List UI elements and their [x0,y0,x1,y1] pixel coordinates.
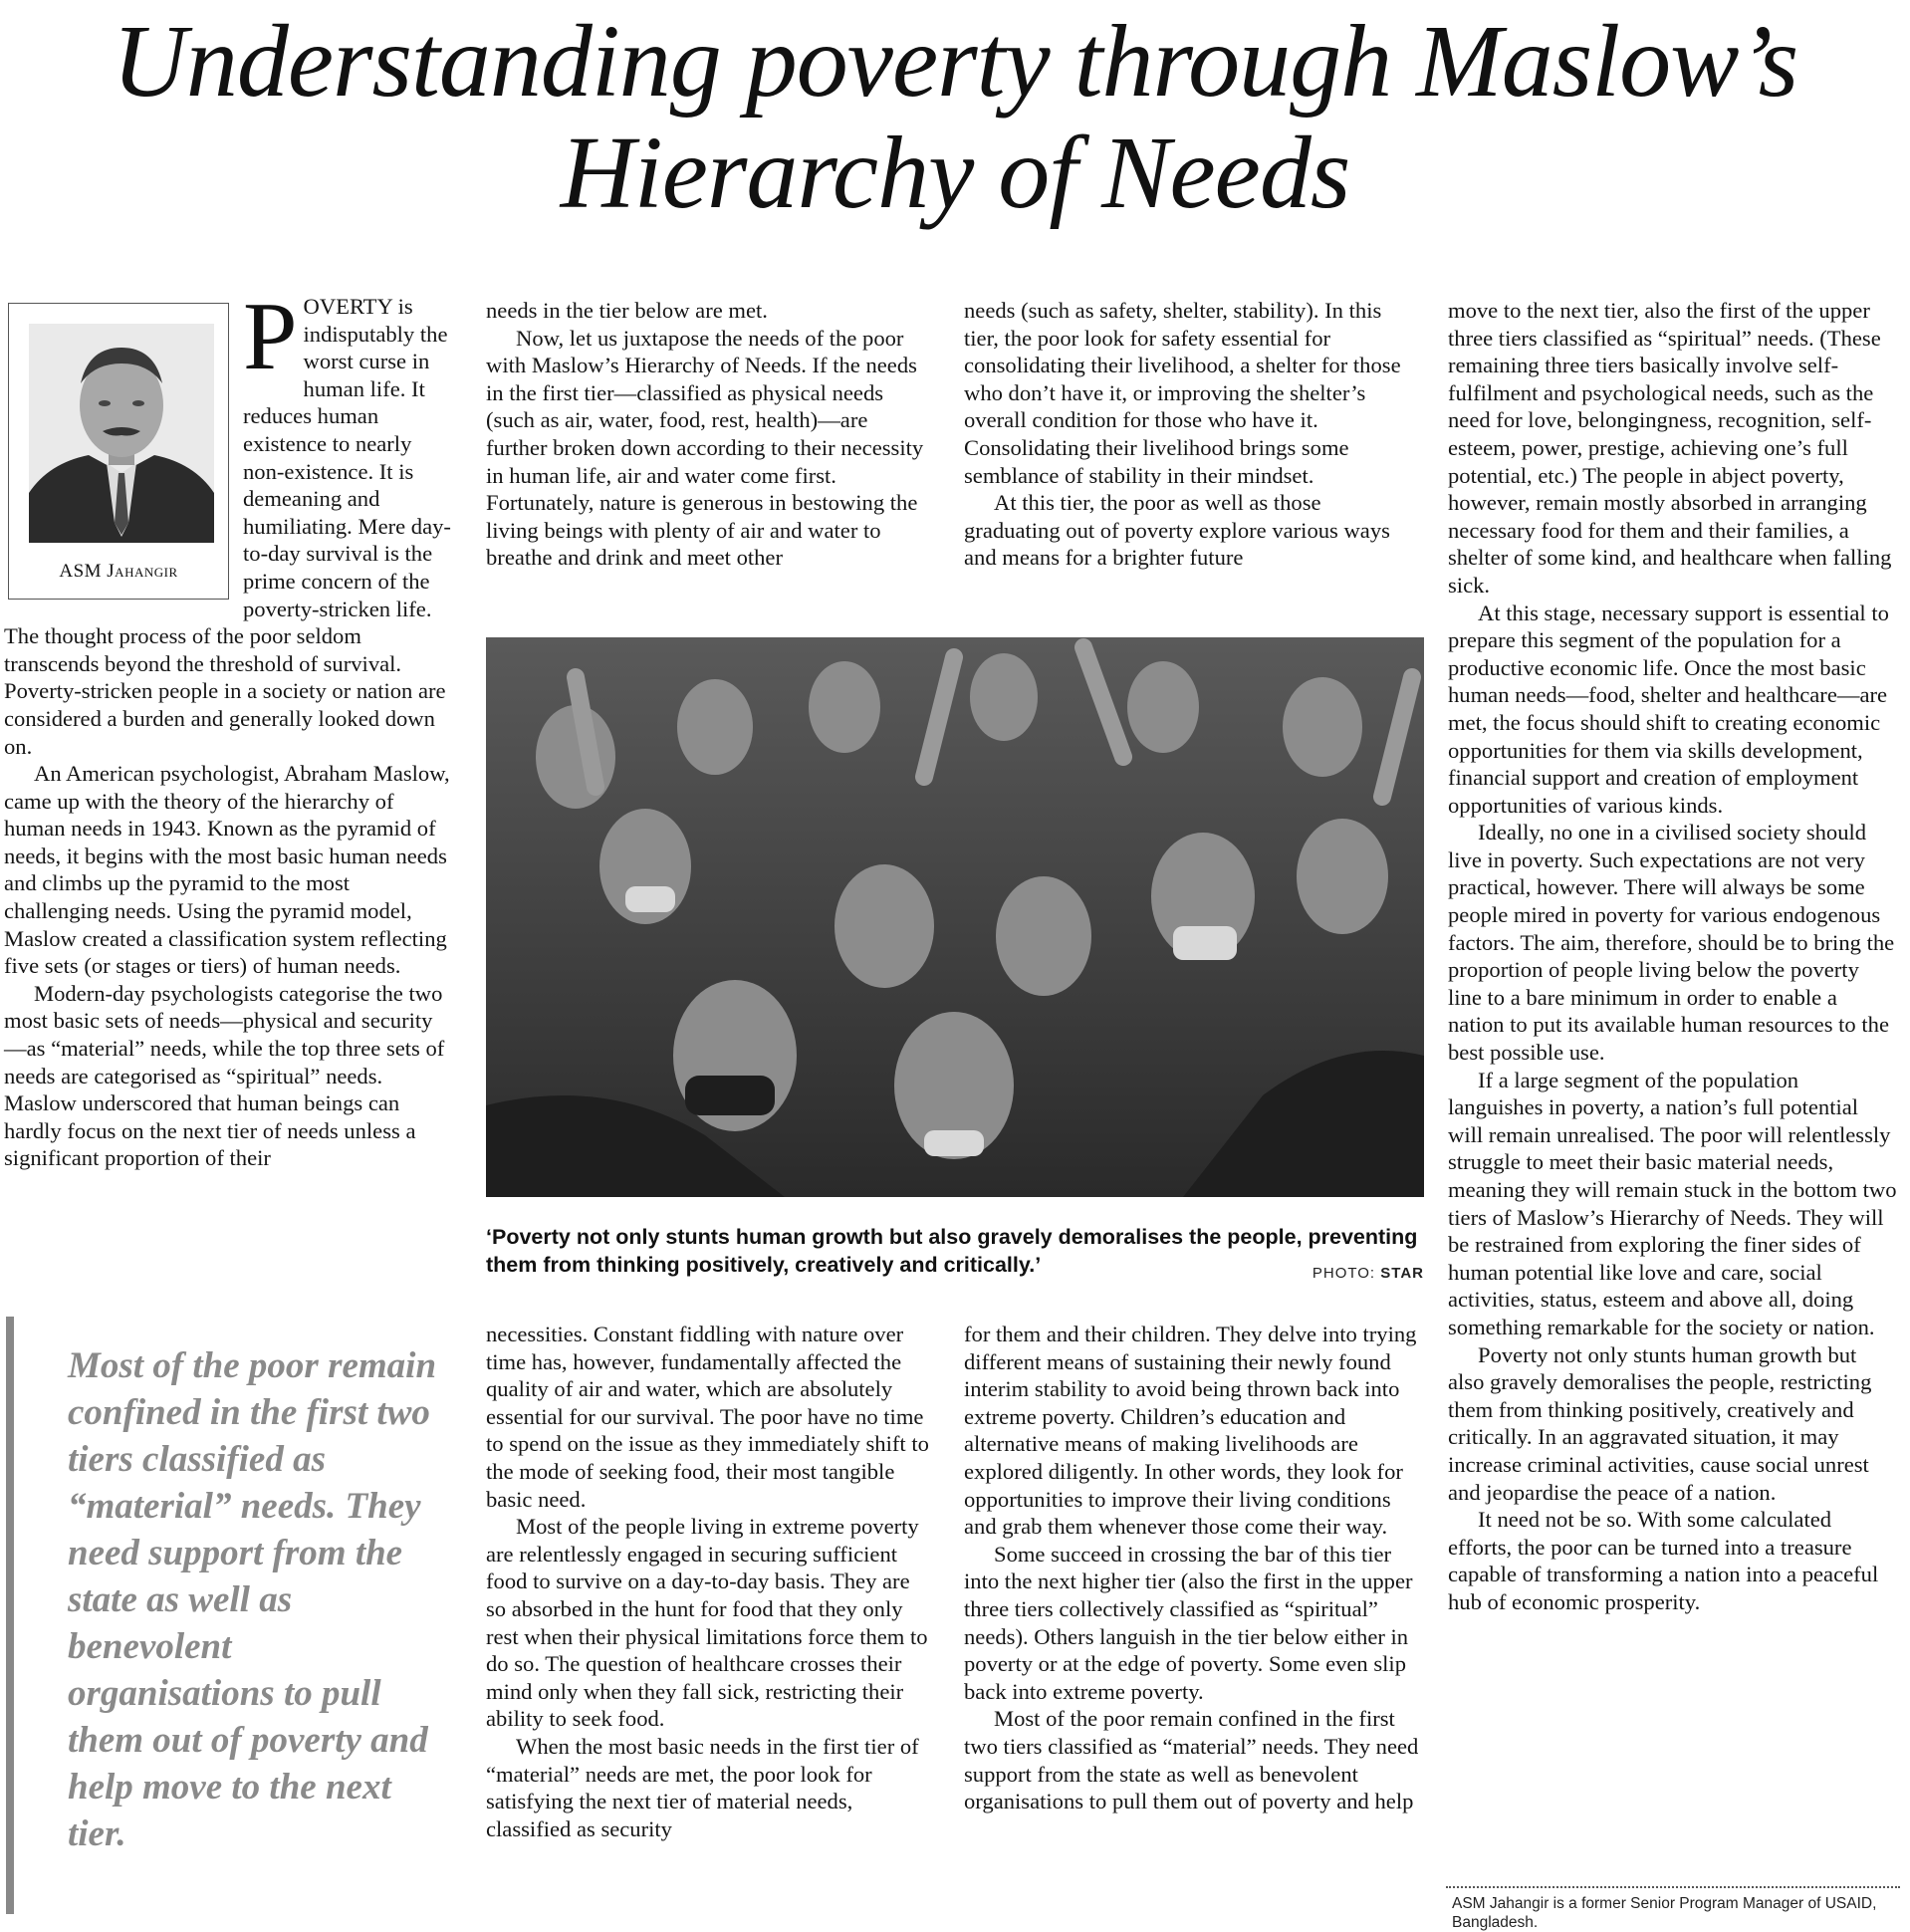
col4-paragraph-6: It need not be so. With some calculated efforts, the poor can be turned into a treasure capable of transforming a nation into a peaceful hub of economic prosperity. [1448,1507,1879,1614]
author-name: ASM Jahangir [59,561,178,582]
column-2-top [486,297,932,572]
column-3-top [964,297,1420,572]
col1-paragraph-1: OVERTY is indisputably the worst curse in human life. It reduces human existence to nearly non-existence. It is demeaning and humiliating. Mere day-to-day survival is the prime concern of the poverty-stricken life. The thought process of the poor seldom transcends beyond the threshold of survival. Poverty-stricken people in a society or nation are considered a burden and generally looked down on. [4,294,451,759]
author-box-spacer [4,293,243,598]
column-2-bottom [486,1321,932,1842]
bio-divider [1446,1886,1900,1888]
col2b-paragraph-1: necessities. Constant fiddling with nature over time has, however, fundamentally affected the quality of air and water, which are absolutely essential for our survival. The poor have no time to spend on the issue as they immediately shift to the mode of seeking food, their most tangible basic need. [486,1322,929,1512]
col3b-paragraph-3: Most of the poor remain confined in the first two tiers classified as “material” needs. They need support from the state as well as benevolent organisations to pull them out of poverty and help [964,1706,1419,1814]
pull-quote [6,1317,452,1914]
column-1 [4,283,452,1172]
headline [0,6,1910,229]
col3b-paragraph-2: Some succeed in crossing the bar of this tier into the next higher tier (also the first in the upper three tiers collectively classified as “spiritual” needs). Others languish in the tier below either in poverty or at the edge of poverty. Some even slip back into extreme poverty. [964,1541,1413,1704]
photo-credit-source: STAR [1380,1265,1424,1282]
col2-paragraph-1: needs in the tier below are met. [486,298,768,323]
col4-paragraph-5: Poverty not only stunts human growth but also gravely demoralises the people, restricting them from thinking positively, creatively and critically. In an aggravated situation, it may increase criminal activities, cause social unrest and jeopardise the peace of a nation. [1448,1341,1872,1505]
photo-credit [1295,1265,1424,1282]
col3-paragraph-1: needs (such as safety, shelter, stability). In this tier, the poor look for safety essential for consolidating their livelihood, a shelter for those who don’t have it, or improving the shelter’s overall condition for those who have it. Consolidating their livelihood brings some semblance of stability in their mindset. [964,298,1401,488]
drop-cap: P [243,283,298,390]
col4-paragraph-4: If a large segment of the population languishes in poverty, a nation’s full potential will remain unrealised. The poor will relentlessly struggle to meet their basic material needs, meaning they will remain stuck in the bottom two tiers of Maslow’s Hierarchy of Needs. They will be restrained from exploring the finer sides of human potential like love and care, social activities, status, esteem and above all, doing something remarkable for the society or nation. [1448,1067,1897,1339]
photo-caption: ‘Poverty not only stunts human growth but also gravely demoralises the people, preventing them from thinking positively, creatively and critically.’ [486,1225,1418,1277]
column-3-bottom [964,1321,1420,1815]
headline-line-2: Hierarchy of Needs [560,116,1350,230]
col1-paragraph-3: Modern-day psychologists categorise the two most basic sets of needs—physical and security—as “material” needs, while the top three sets of needs are categorised as “spiritual” needs. Maslow underscored that human beings can hardly focus on the next tier of needs unless a significant proportion of their [4,980,445,1171]
col4-paragraph-1: move to the next tier, also the first of the upper three tiers classified as “spiritual” needs. (These remaining three tiers basically involve self-fulfilment and psychological needs, such as the need for love, belongingness, recognition, self-esteem, power, prestige, achieving one’s full potential, etc.) The people in abject poverty, however, remain mostly absorbed in arranging necessary food for them and their families, a shelter of some kind, and healthcare when falling sick. [1448,298,1892,598]
col2-paragraph-2: Now, let us juxtapose the needs of the poor with Maslow’s Hierarchy of Needs. If the needs in the first tier—classified as physical needs (such as air, water, food, rest, health)—are further broken down according to their necessity in human life, air and water come first. Fortunately, nature is generous in bestowing the living beings with plenty of air and water to breathe and drink and meet other [486,325,924,571]
col2b-paragraph-2: Most of the people living in extreme poverty are relentlessly engaged in securing sufficient food to survive on a day-to-day basis. They are so absorbed in the hunt for food that they only rest when their physical limitations force them to do so. The question of healthcare crosses their mind only when they fall sick, restricting their ability to seek food. [486,1514,928,1732]
col3b-paragraph-1: for them and their children. They delve into trying different means of sustaining their newly found interim stability to avoid being thrown back into extreme poverty. Children’s education and alternative means of making livelihoods are explored diligently. In other words, they look for opportunities to improve their living conditions and grab them whenever those come their way. [964,1322,1417,1540]
col1-paragraph-2: An American psychologist, Abraham Maslow, came up with the theory of the hierarchy of human needs in 1943. Known as the pyramid of needs, it begins with the most basic human needs and climbs up the pyramid to the most challenging needs. Using the pyramid model, Maslow created a classification system reflecting five sets (or stages or tiers) of human needs. [4,761,450,979]
photo-credit-label: PHOTO: [1312,1265,1376,1282]
author-bio: ASM Jahangir is a former Senior Program Manager of USAID, Bangladesh. [1452,1895,1877,1931]
col2b-paragraph-3: When the most basic needs in the first tier of “material” needs are met, the poor look for satisfying the next tier of material needs, classified as security [486,1733,919,1841]
protest-photo [486,637,1424,1197]
col3-paragraph-2: At this tier, the poor as well as those graduating out of poverty explore various ways and means for a brighter future [964,490,1390,571]
pull-quote-text: Most of the poor remain confined in the first two tiers classified as “material” needs. They need support from the state as well as benevolent organisations to pull them out of poverty and help move to the next tier. [68,1345,437,1854]
column-4 [1448,297,1898,1616]
col4-paragraph-3: Ideally, no one in a civilised society should live in poverty. Such expectations are not very practical, however. There will always be some people mired in poverty for various endogenous factors. The aim, therefore, should be to bring the proportion of people living below the poverty line to a bare minimum in order to enable a nation to put its available human resources to the best possible use. [1448,820,1895,1066]
crowd-image [486,637,1424,1197]
col4-paragraph-2: At this stage, necessary support is essential to prepare this segment of the population for a productive economic life. Once the most basic human needs—food, shelter and healthcare—are met, the focus should shift to creating economic opportunities for them via skills development, financial support and creation of employment opportunities of various kinds. [1448,600,1889,818]
headline-line-1: Understanding poverty through Maslow’s [112,4,1798,119]
